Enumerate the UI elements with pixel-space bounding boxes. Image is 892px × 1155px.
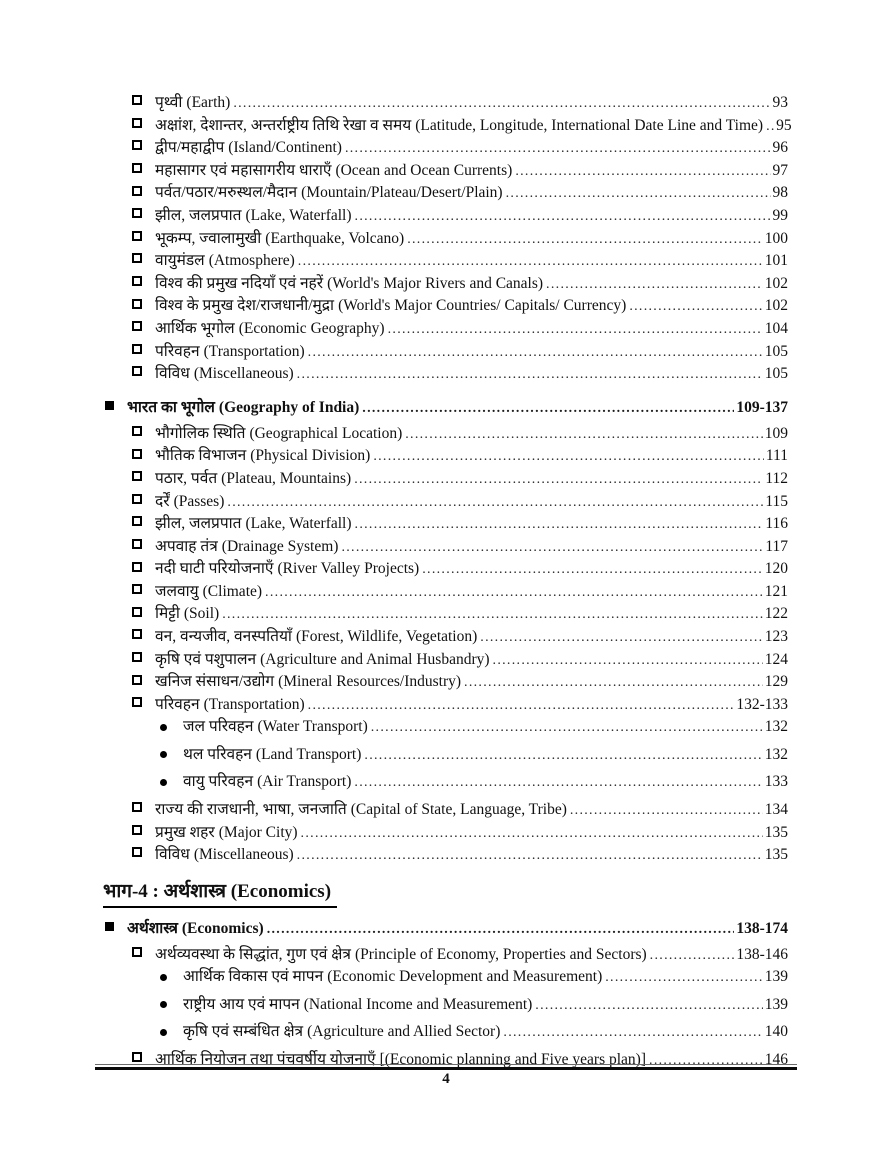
toc-entry-title-hindi: विश्व के प्रमुख देश/राजधानी/मुद्रा (155, 297, 335, 315)
toc-entry-title-hindi: झील, जलप्रपात (155, 206, 242, 224)
toc-entry-title-hindi: प्रमुख शहर (155, 823, 215, 841)
toc-entry-label (155, 203, 352, 225)
toc-entry-title-hindi: मिट्टी (155, 605, 180, 623)
toc-section-row (103, 916, 788, 940)
toc-entry-title-english: (Miscellaneous) (193, 365, 294, 383)
toc-entry-page-number: 124 (764, 650, 788, 668)
toc-entry-row (103, 647, 788, 670)
toc-entry-title-english: (Economics) (181, 919, 264, 937)
toc-entry-label (127, 395, 359, 417)
toc-entry-title-english: (Latitude, Longitude, International Date Line and Time) (415, 116, 764, 134)
toc-entry-label (155, 534, 338, 556)
dot-leader (297, 365, 763, 383)
toc-entry-page-number: 138-174 (736, 919, 788, 937)
toc-entry-label (155, 466, 351, 488)
toc-entry-row (103, 339, 788, 362)
table-of-contents (103, 90, 792, 1069)
toc-entry-label (155, 820, 298, 842)
toc-entry-title-hindi: राज्य की राजधानी, भाषा, जनजाति (155, 800, 347, 818)
toc-entry-page-number: 109-137 (736, 398, 788, 416)
toc-entry-row (103, 942, 788, 965)
toc-entry-label (183, 769, 351, 791)
toc-entry-page-number: 129 (764, 673, 788, 691)
part-heading-text: भाग-4 : अर्थशास्त्र (Economics) (103, 877, 337, 908)
dot-leader (355, 515, 764, 533)
toc-entry-title-hindi: दर्रें (155, 492, 170, 510)
toc-entry-title-hindi: पृथ्वी (155, 94, 183, 111)
outline-square-bullet-icon (132, 629, 142, 639)
toc-entry-title-hindi: महासागर एवं महासागरीय धाराएँ (155, 161, 332, 179)
toc-entry-title-english: (Miscellaneous) (193, 846, 294, 864)
outline-square-bullet-icon (132, 321, 142, 331)
dot-leader (341, 538, 763, 556)
toc-entry-page-number: 132 (764, 718, 788, 736)
toc-entry-row (103, 624, 788, 647)
dot-leader (422, 560, 763, 578)
outline-square-bullet-icon (132, 607, 142, 617)
toc-entry-label (155, 135, 342, 157)
toc-entry-title-english: (Plateau, Mountains) (221, 469, 352, 487)
toc-entry-label (155, 556, 419, 578)
toc-entry-label (155, 113, 763, 135)
toc-entry-row (103, 316, 788, 339)
toc-entry-title-hindi: भौतिक विभाजन (155, 447, 247, 465)
toc-entry-page-number: 115 (765, 492, 788, 510)
toc-entry-title-hindi: परिवहन (155, 342, 200, 360)
outline-square-bullet-icon (132, 697, 142, 707)
outline-square-bullet-icon (132, 652, 142, 662)
toc-entry-page-number: 101 (764, 252, 788, 270)
toc-entry-label (155, 511, 352, 533)
toc-entry-title-english: (Soil) (183, 605, 220, 623)
toc-entry-row (103, 742, 788, 770)
toc-entry-page-number: 99 (772, 206, 788, 224)
toc-entry-label (155, 361, 294, 383)
toc-entry-page-number: 105 (764, 342, 788, 360)
outline-square-bullet-icon (132, 344, 142, 354)
circle-bullet-icon (160, 1001, 167, 1008)
toc-entry-title-english: (Mineral Resources/Industry) (278, 673, 462, 691)
outline-square-bullet-icon (132, 231, 142, 241)
toc-entry-row (103, 135, 788, 158)
toc-entry-label (155, 489, 224, 511)
toc-entry-title-hindi: जलवायु (155, 582, 199, 600)
toc-entry-page-number: 138-146 (736, 945, 788, 963)
toc-entry-title-hindi: भूकम्प, ज्वालामुखी (155, 229, 262, 247)
outline-square-bullet-icon (132, 471, 142, 481)
toc-entry-title-hindi: द्वीप/महाद्वीप (155, 139, 225, 157)
dot-leader (233, 94, 770, 112)
toc-entry-page-number: 111 (765, 447, 788, 465)
toc-entry-title-english: (Economic Geography) (238, 319, 385, 337)
toc-entry-title-hindi: पठार, पर्वत (155, 469, 218, 487)
toc-entry-title-english: (Transportation) (203, 342, 305, 360)
dot-leader (493, 651, 763, 669)
toc-entry-title-english: (Climate) (202, 582, 263, 600)
toc-entry-label (183, 714, 368, 736)
toc-entry-page-number: 123 (764, 628, 788, 646)
toc-entry-label (155, 226, 404, 248)
toc-entry-title-english: (Capital of State, Language, Tribe) (350, 800, 567, 818)
toc-entry-page-number: 93 (772, 94, 788, 111)
toc-entry-title-english: (World's Major Countries/ Capitals/ Currency) (338, 297, 627, 315)
dot-leader (605, 968, 763, 986)
toc-entry-title-hindi: विश्व की प्रमुख नदियाँ एवं नहरें (155, 274, 324, 292)
toc-entry-title-hindi: अक्षांश, देशान्तर, अन्तर्राष्ट्रीय तिथि रेखा व समय (155, 116, 412, 134)
toc-entry-row (103, 271, 788, 294)
toc-entry-row (103, 466, 788, 489)
toc-entry-title-english: (Island/Continent) (228, 139, 342, 157)
toc-entry-title-hindi: अपवाह तंत्र (155, 537, 218, 555)
dot-leader (355, 207, 771, 225)
outline-square-bullet-icon (132, 276, 142, 286)
toc-entry-label (155, 579, 262, 601)
toc-entry-title-english: (National Income and Measurement) (303, 995, 533, 1013)
toc-entry-label (183, 1019, 500, 1041)
toc-entry-row (103, 964, 788, 992)
toc-entry-page-number: 139 (764, 968, 788, 986)
toc-entry-title-hindi: विविध (155, 846, 190, 864)
outline-square-bullet-icon (132, 947, 142, 957)
toc-entry-page-number: 97 (772, 161, 788, 179)
toc-entry-title-hindi: झील, जलप्रपात (155, 515, 242, 533)
circle-bullet-icon (160, 779, 167, 786)
toc-entry-title-english: (Physical Division) (250, 447, 371, 465)
toc-entry-title-hindi: वायु परिवहन (183, 773, 254, 791)
toc-entry-label (127, 916, 264, 938)
outline-square-bullet-icon (132, 95, 142, 105)
toc-entry-row (103, 489, 788, 512)
outline-square-bullet-icon (132, 299, 142, 309)
dot-leader (308, 696, 735, 714)
toc-entry-title-hindi: आर्थिक नियोजन तथा पंचवर्षीय योजनाएँ (155, 1050, 376, 1068)
toc-entry-title-hindi: वायुमंडल (155, 252, 205, 270)
circle-bullet-icon (160, 724, 167, 731)
dot-leader (267, 920, 735, 938)
outline-square-bullet-icon (132, 426, 142, 436)
dot-leader (371, 718, 763, 736)
toc-entry-label (155, 248, 295, 270)
toc-entry-label (155, 421, 402, 443)
dot-leader (308, 343, 763, 361)
toc-entry-title-hindi: जल परिवहन (183, 718, 254, 736)
toc-entry-title-hindi: विविध (155, 365, 190, 383)
toc-entry-title-english: (Lake, Waterfall) (245, 206, 352, 224)
toc-entry-title-hindi: कृषि एवं सम्बंधित क्षेत्र (183, 1023, 304, 1041)
toc-entry-row (103, 842, 788, 865)
outline-square-bullet-icon (132, 186, 142, 196)
toc-entry-title-english: (Air Transport) (257, 773, 352, 791)
toc-entry-title-hindi: अर्थशास्त्र (127, 919, 178, 937)
toc-entry-row (103, 556, 788, 579)
toc-entry-title-english: (Earth) (186, 94, 231, 111)
toc-entry-title-hindi: राष्ट्रीय आय एवं मापन (183, 995, 300, 1013)
toc-entry-title-hindi: थल परिवहन (183, 745, 252, 763)
dot-leader (297, 846, 763, 864)
toc-entry-label (183, 992, 532, 1014)
toc-entry-label (155, 624, 477, 646)
toc-entry-label (155, 293, 626, 315)
toc-entry-row (103, 113, 792, 136)
toc-entry-title-hindi: आर्थिक भूगोल (155, 319, 235, 337)
dot-leader (766, 117, 774, 135)
toc-entry-label (183, 742, 361, 764)
outline-square-bullet-icon (132, 140, 142, 150)
dot-leader (480, 628, 762, 646)
toc-entry-title-hindi: खनिज संसाधन/उद्योग (155, 673, 275, 691)
toc-entry-page-number: 139 (764, 995, 788, 1013)
outline-square-bullet-icon (132, 163, 142, 173)
toc-entry-label (183, 964, 602, 986)
toc-entry-page-number: 116 (765, 515, 788, 533)
footer-rule (95, 1064, 797, 1070)
dot-leader (265, 583, 763, 601)
toc-entry-title-hindi: परिवहन (155, 695, 200, 713)
toc-entry-row (103, 692, 788, 715)
toc-entry-title-english: (Geographical Location) (249, 424, 403, 442)
toc-entry-page-number: 132 (764, 745, 788, 763)
toc-entry-title-hindi: पर्वत/पठार/मरुस्थल/मैदान (155, 184, 298, 202)
toc-entry-page-number: 104 (764, 319, 788, 337)
toc-entry-page-number: 95 (776, 116, 792, 134)
toc-entry-page-number: 112 (765, 469, 788, 487)
toc-entry-title-english: (Mountain/Plateau/Desert/Plain) (301, 184, 503, 202)
toc-entry-row (103, 579, 788, 602)
toc-entry-title-english: (Principle of Economy, Properties and Sectors) (354, 945, 647, 963)
outline-square-bullet-icon (132, 516, 142, 526)
toc-entry-label (155, 339, 305, 361)
toc-entry-label (155, 271, 543, 293)
outline-square-bullet-icon (132, 208, 142, 218)
toc-entry-title-english: (Atmosphere) (208, 252, 295, 270)
outline-square-bullet-icon (132, 675, 142, 685)
dot-leader (503, 1023, 762, 1041)
dot-leader (364, 746, 762, 764)
toc-entry-title-hindi: नदी घाटी परियोजनाएँ (155, 560, 274, 578)
outline-square-bullet-icon (132, 253, 142, 263)
toc-entry-label (155, 158, 512, 180)
outline-square-bullet-icon (132, 539, 142, 549)
toc-entry-title-english: (Earthquake, Volcano) (265, 229, 405, 247)
outline-square-bullet-icon (132, 118, 142, 128)
circle-bullet-icon (160, 974, 167, 981)
toc-entry-page-number: 133 (764, 773, 788, 791)
dot-leader (227, 493, 763, 511)
toc-entry-title-english: (Water Transport) (257, 718, 368, 736)
toc-entry-title-hindi: अर्थव्यवस्था के सिद्धांत, गुण एवं क्षेत्र (155, 945, 351, 963)
filled-square-bullet-icon (105, 401, 114, 410)
toc-entry-row (103, 669, 788, 692)
footer-page-number: 4 (442, 1071, 450, 1087)
toc-entry-row (103, 226, 788, 249)
toc-entry-title-hindi: आर्थिक विकास एवं मापन (183, 968, 324, 986)
circle-bullet-icon (160, 751, 167, 758)
toc-section-row (103, 395, 788, 419)
toc-entry-row (103, 769, 788, 797)
toc-entry-title-hindi: भारत का भूगोल (127, 398, 215, 416)
toc-entry-page-number: 100 (764, 229, 788, 247)
toc-entry-row (103, 158, 788, 181)
toc-entry-title-hindi: वन, वन्यजीव, वनस्पतियाँ (155, 628, 292, 646)
dot-leader (464, 673, 763, 691)
dot-leader (362, 399, 734, 417)
toc-entry-title-english: [(Economic planning and Five years plan)] (379, 1050, 647, 1068)
toc-entry-title-english: (Ocean and Ocean Currents) (335, 161, 513, 179)
toc-entry-page-number: 132-133 (736, 695, 788, 713)
dot-leader (515, 162, 770, 180)
toc-entry-title-english: (Lake, Waterfall) (245, 515, 352, 533)
toc-entry-title-english: (World's Major Rivers and Canals) (327, 274, 544, 292)
toc-entry-page-number: 135 (764, 823, 788, 841)
toc-entry-title-english: (Drainage System) (221, 537, 339, 555)
toc-entry-title-english: (Economic Development and Measurement) (327, 968, 603, 986)
toc-entry-page-number: 120 (764, 560, 788, 578)
toc-entry-label (155, 316, 385, 338)
toc-entry-row (103, 820, 788, 843)
toc-entry-title-english: (Passes) (173, 492, 225, 510)
circle-bullet-icon (160, 1029, 167, 1036)
dot-leader (373, 447, 764, 465)
outline-square-bullet-icon (132, 366, 142, 376)
dot-leader (298, 252, 763, 270)
dot-leader (570, 801, 763, 819)
outline-square-bullet-icon (132, 562, 142, 572)
toc-entry-page-number: 117 (765, 537, 788, 555)
dot-leader (407, 230, 763, 248)
outline-square-bullet-icon (132, 1052, 142, 1062)
dot-leader (354, 773, 762, 791)
outline-square-bullet-icon (132, 847, 142, 857)
outline-square-bullet-icon (132, 825, 142, 835)
toc-entry-title-english: (Geography of India) (218, 398, 360, 416)
dot-leader (345, 139, 771, 157)
toc-entry-title-english: (River Valley Projects) (277, 560, 420, 578)
dot-leader (222, 605, 763, 623)
toc-entry-title-english: (Agriculture and Animal Husbandry) (260, 650, 490, 668)
toc-entry-row (103, 248, 788, 271)
toc-entry-title-english: (Forest, Wildlife, Vegetation) (295, 628, 478, 646)
dot-leader (388, 320, 763, 338)
toc-entry-row (103, 180, 788, 203)
toc-entry-page-number: 140 (764, 1023, 788, 1041)
toc-entry-page-number: 122 (764, 605, 788, 623)
toc-entry-title-english: (Major City) (218, 823, 298, 841)
filled-square-bullet-icon (105, 922, 114, 931)
dot-leader (354, 470, 763, 488)
toc-entry-row (103, 361, 788, 384)
toc-entry-page-number: 96 (772, 139, 788, 157)
outline-square-bullet-icon (132, 449, 142, 459)
toc-entry-row (103, 714, 788, 742)
toc-entry-label (155, 180, 503, 202)
toc-entry-label (155, 842, 294, 864)
toc-entry-row (103, 90, 788, 113)
toc-entry-row (103, 511, 788, 534)
toc-entry-label (155, 443, 370, 465)
toc-entry-page-number: 102 (764, 274, 788, 292)
toc-entry-title-english: (Transportation) (203, 695, 305, 713)
toc-entry-page-number: 102 (764, 297, 788, 315)
toc-entry-row (103, 534, 788, 557)
dot-leader (506, 184, 771, 202)
toc-entry-page-number: 105 (764, 365, 788, 383)
toc-entry-title-hindi: भौगोलिक स्थिति (155, 424, 246, 442)
dot-leader (629, 297, 762, 315)
toc-entry-label (155, 692, 305, 714)
toc-entry-page-number: 98 (772, 184, 788, 202)
toc-entry-label (155, 90, 230, 112)
toc-entry-page-number: 134 (764, 800, 788, 818)
toc-entry-row (103, 293, 788, 316)
dot-leader (301, 824, 763, 842)
toc-entry-page-number: 121 (764, 582, 788, 600)
toc-entry-title-hindi: कृषि एवं पशुपालन (155, 650, 257, 668)
toc-entry-page-number: 109 (764, 424, 788, 442)
toc-entry-row (103, 443, 788, 466)
dot-leader (535, 996, 762, 1014)
toc-entry-label (155, 647, 490, 669)
dot-leader (546, 275, 763, 293)
toc-entry-row (103, 203, 788, 226)
toc-entry-page-number: 146 (764, 1050, 788, 1068)
toc-entry-row (103, 421, 788, 444)
part-heading (103, 877, 788, 905)
dot-leader (405, 425, 763, 443)
toc-entry-title-english: (Agriculture and Allied Sector) (307, 1023, 501, 1041)
toc-entry-label (155, 669, 461, 691)
toc-entry-row (103, 1019, 788, 1047)
outline-square-bullet-icon (132, 584, 142, 594)
toc-entry-title-english: (Land Transport) (255, 745, 362, 763)
toc-entry-row (103, 992, 788, 1020)
toc-entry-row (103, 601, 788, 624)
toc-entry-row (103, 797, 788, 820)
outline-square-bullet-icon (132, 802, 142, 812)
outline-square-bullet-icon (132, 494, 142, 504)
dot-leader (650, 946, 735, 964)
toc-entry-label (155, 601, 219, 623)
toc-entry-page-number: 135 (764, 846, 788, 864)
toc-entry-label (155, 797, 567, 819)
toc-entry-label (155, 942, 647, 964)
